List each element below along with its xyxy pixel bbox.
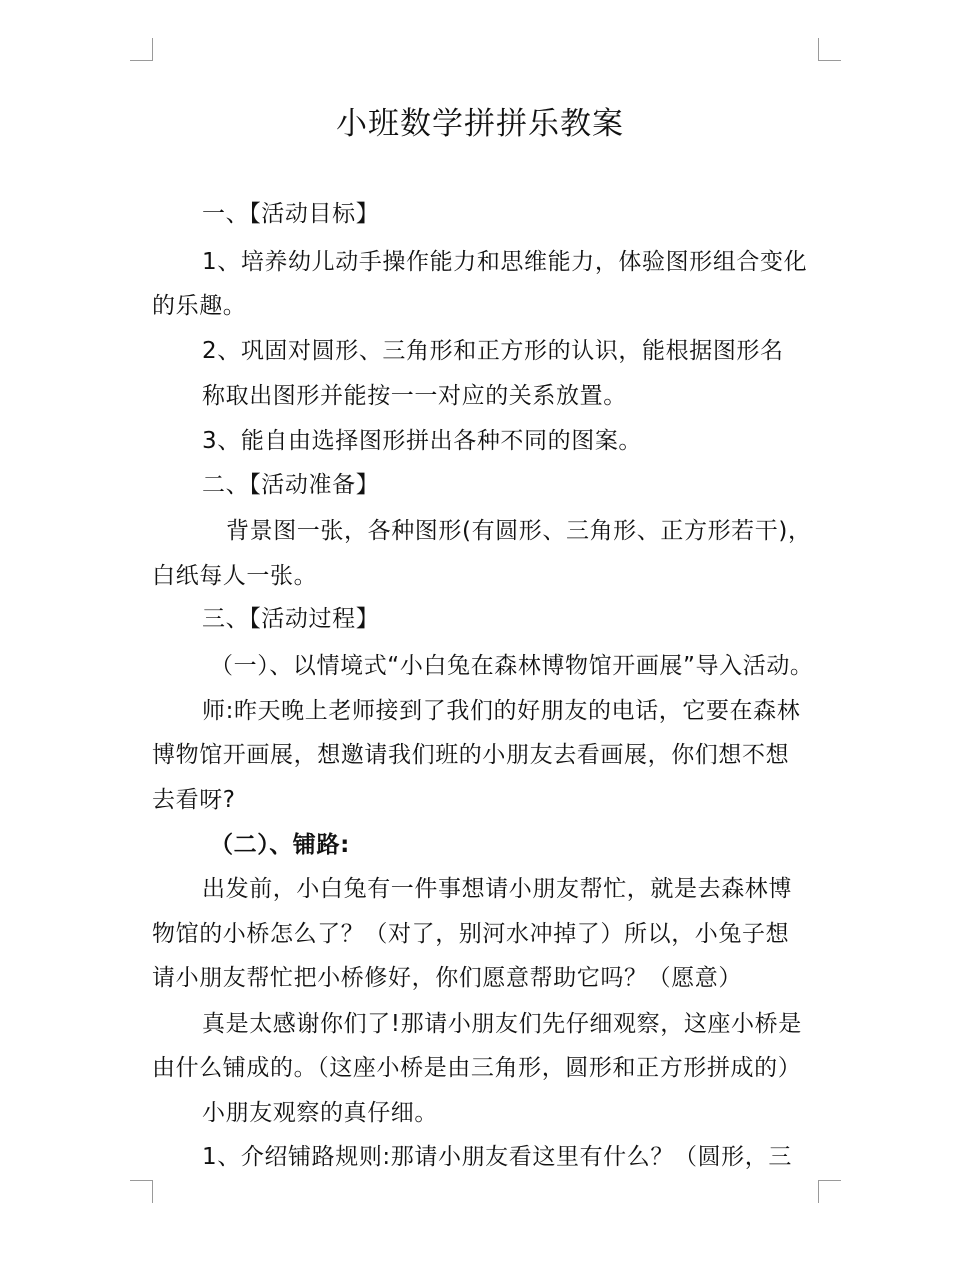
- paragraph-line: 2、巩固对圆形、三角形和正方形的认识，能根据图形名: [202, 338, 784, 364]
- crop-mark-top-left: [130, 38, 153, 61]
- crop-mark-top-right: [818, 38, 841, 61]
- paragraph-line: 1、培养幼儿动手操作能力和思维能力，体验图形组合变化: [202, 249, 808, 275]
- paragraph-line: 背景图一张，各种图形(有圆形、三角形、正方形若干)，: [226, 518, 812, 544]
- paragraph-line: 小朋友观察的真仔细。: [202, 1100, 438, 1126]
- paragraph-line: 真是太感谢你们了!那请小朋友们先仔细观察，这座小桥是: [202, 1011, 802, 1037]
- document-title: 小班数学拼拼乐教案: [336, 106, 624, 142]
- subsection-heading-intro: （一）、以情境式“小白兔在森林博物馆开画展”导入活动。: [210, 653, 814, 679]
- section-heading-preparation: 二、【活动准备】: [202, 472, 380, 498]
- paragraph-line: 出发前，小白兔有一件事想请小朋友帮忙，就是去森林博: [202, 876, 792, 902]
- paragraph-line: 白纸每人一张。: [152, 563, 318, 589]
- crop-mark-bottom-left: [130, 1180, 153, 1203]
- paragraph-line: 去看呀?: [152, 787, 236, 813]
- paragraph-line: 物馆的小桥怎么了？（对了，别河水冲掉了）所以，小兔子想: [152, 921, 790, 947]
- paragraph-line: 1、介绍铺路规则:那请小朋友看这里有什么？（圆形，三: [202, 1144, 792, 1170]
- section-heading-process: 三、【活动过程】: [202, 606, 380, 632]
- paragraph-line: 请小朋友帮忙把小桥修好，你们愿意帮助它吗？（愿意）: [152, 965, 742, 991]
- paragraph-line: 3、能自由选择图形拼出各种不同的图案。: [202, 428, 643, 454]
- paragraph-line: 博物馆开画展，想邀请我们班的小朋友去看画展，你们想不想: [152, 742, 790, 768]
- crop-mark-bottom-right: [818, 1180, 841, 1203]
- paragraph-line: 的乐趣。: [152, 293, 247, 319]
- paragraph-line: 师:昨天晚上老师接到了我们的好朋友的电话，它要在森林: [202, 698, 801, 724]
- subsection-heading-paving: （二）、铺路:: [210, 832, 350, 858]
- section-heading-objectives: 一、【活动目标】: [202, 201, 380, 227]
- paragraph-line: 称取出图形并能按一一对应的关系放置。: [202, 383, 627, 409]
- paragraph-line: 由什么铺成的。（这座小桥是由三角形，圆形和正方形拼成的）: [152, 1055, 802, 1081]
